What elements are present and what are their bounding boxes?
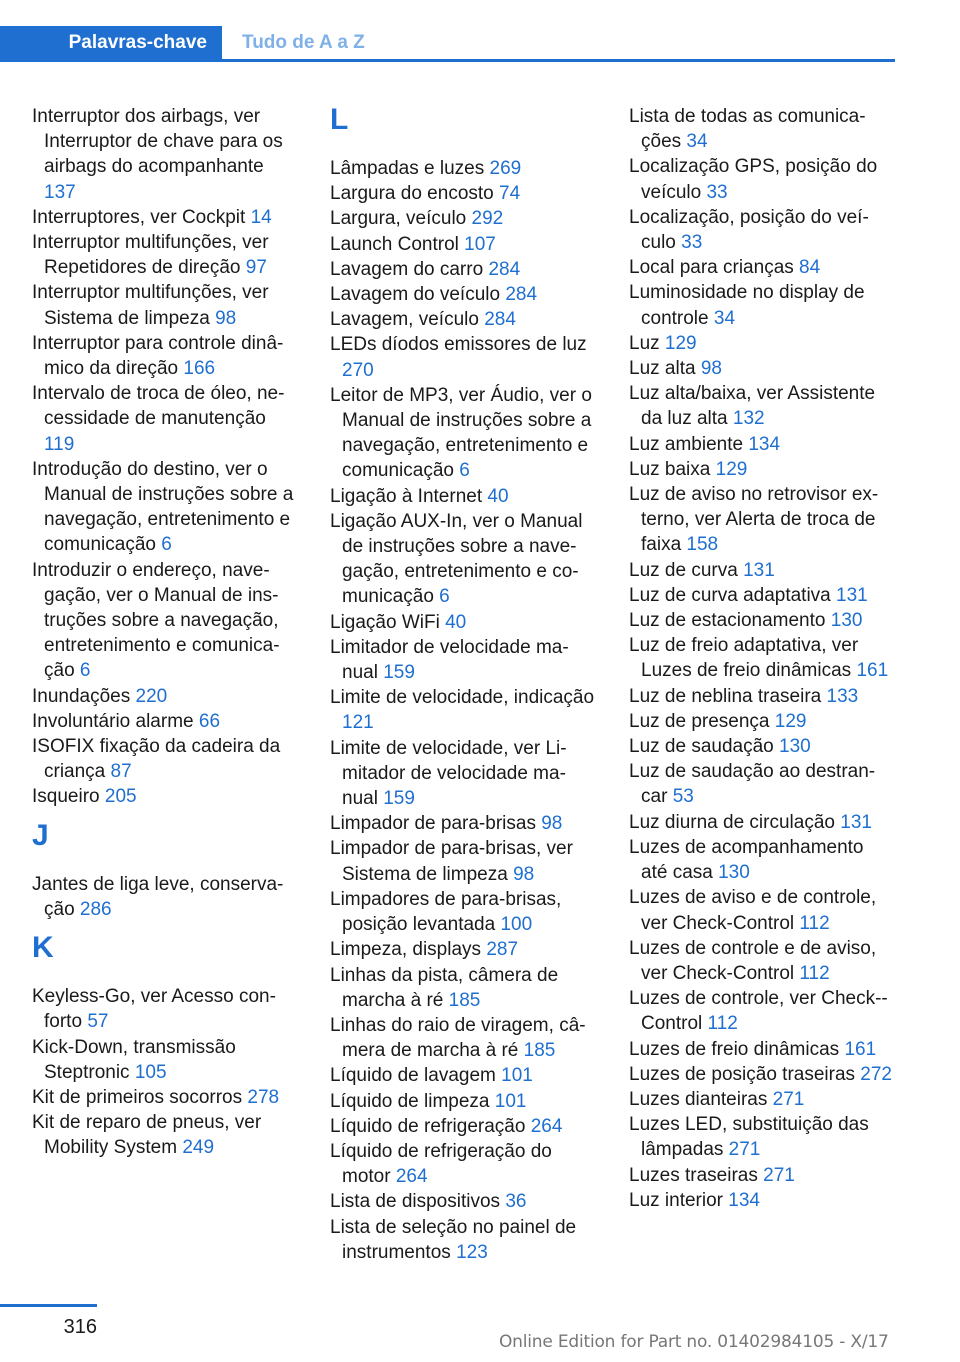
index-entry [330, 156, 595, 181]
entry-text: Largura do encosto [330, 183, 494, 205]
page-link[interactable]: 205 [104, 786, 137, 808]
index-entry [629, 1087, 894, 1112]
entry-text: Introdução do destino, ver o Manual de instruções sobre a navegação, entretenimento e comunicação [32, 458, 294, 556]
index-entry [629, 280, 894, 330]
entry-text: Luz alta/baixa, ver Assistente da luz alta [629, 383, 876, 430]
index-entry [629, 154, 894, 204]
page-link[interactable]: 264 [530, 1115, 563, 1137]
entry-text: Limite de velocidade, indicação [330, 687, 595, 709]
index-entry [32, 331, 297, 381]
entry-text: Lavagem do carro [330, 258, 484, 280]
entry-text: Luminosidade no display de controle [629, 282, 865, 329]
page-link[interactable]: 129 [715, 458, 748, 480]
page-link[interactable]: 131 [836, 584, 868, 606]
entry-text: Jantes de liga leve, conservação [32, 873, 284, 920]
page-link[interactable]: 98 [513, 863, 535, 885]
entry-text: Luz de presença [629, 710, 770, 732]
entry-text: Interruptor para controle dinâmico da direção [32, 332, 284, 380]
index-entry [629, 482, 894, 558]
index-entry [330, 811, 595, 836]
page-link[interactable]: 166 [183, 358, 216, 380]
index-entry [330, 610, 595, 635]
index-entry [32, 280, 297, 330]
entry-text: Ligação à Internet [330, 485, 483, 507]
entry-text: Limitador de velocidade manual [330, 636, 569, 684]
page-link[interactable]: 98 [700, 358, 722, 380]
entry-text: Lavagem, veículo [330, 309, 479, 331]
index-entry [32, 1110, 297, 1160]
page-link[interactable]: 6 [161, 534, 172, 556]
index-entry [629, 684, 894, 709]
entry-text: Ligação AUX-In, ver o Manual de instruções sobre a navegação, entretenimento e comunicação [330, 510, 583, 608]
index-entry [629, 583, 894, 608]
page-link[interactable]: 36 [505, 1191, 527, 1213]
index-entry [330, 383, 595, 484]
index-entry [629, 255, 894, 280]
entry-text: Luz de freio adaptativa, ver Luzes de freio dinâmicas [629, 635, 859, 682]
index-entry [629, 936, 894, 986]
page-link[interactable]: 74 [499, 183, 521, 205]
page-link[interactable]: 158 [686, 534, 719, 556]
page-link[interactable]: 271 [772, 1088, 805, 1110]
entry-text: Luzes de controle e de aviso, ver Check-Control [629, 937, 877, 984]
entry-text: Luz interior [629, 1189, 723, 1211]
index-entry [330, 887, 595, 937]
page-link[interactable]: 66 [198, 710, 221, 732]
page-link[interactable]: 57 [87, 1011, 109, 1033]
tab-keywords[interactable]: Palavras-chave [0, 26, 222, 62]
entry-text: Luzes LED, substituição das lâmpadas [629, 1114, 869, 1161]
index-entry [629, 633, 894, 683]
entry-text: Intervalo de troca de óleo, necessidade de manutenção [32, 383, 285, 430]
page-link[interactable]: 161 [844, 1038, 877, 1060]
index-entry [629, 432, 894, 457]
index-entry [330, 635, 595, 685]
entry-text: Localização GPS, posição do veículo [629, 156, 878, 203]
entry-text: Limpador de para-brisas [330, 813, 536, 835]
entry-text: Luz baixa [629, 458, 711, 480]
page-link[interactable]: 185 [523, 1040, 556, 1062]
page-link[interactable]: 137 [44, 181, 76, 203]
index-entry [330, 1189, 595, 1214]
entry-text: Líquido de refrigeração do motor [330, 1140, 552, 1188]
page-link[interactable]: 286 [79, 898, 112, 920]
index-entry [629, 759, 894, 809]
entry-text: Limite de velocidade, ver Limitador de velocidade manual [330, 737, 567, 810]
index-entry [330, 937, 595, 962]
index-entry [629, 734, 894, 759]
index-entry [629, 810, 894, 835]
page-link[interactable]: 271 [728, 1139, 761, 1161]
index-entry [629, 986, 894, 1036]
entry-text: Líquido de refrigeração [330, 1115, 526, 1137]
page-link[interactable]: 98 [541, 813, 563, 835]
entry-text: Kit de primeiros socorros [32, 1086, 243, 1108]
index-entry [629, 1112, 894, 1162]
section-letter: J [32, 818, 49, 852]
entry-text: Linhas da pista, câmera de marcha à ré [330, 964, 559, 1011]
page-link[interactable]: 97 [245, 257, 267, 279]
entry-text: Launch Control [330, 233, 459, 255]
entry-text: Linhas do raio de viragem, câmera de marcha à ré [330, 1014, 586, 1062]
entry-text: Lâmpadas e luzes [330, 158, 485, 179]
entry-text: Limpeza, displays [330, 939, 482, 961]
index-column-1 [32, 104, 297, 1161]
entry-text: Luz [629, 332, 660, 354]
entry-text: Luz ambiente [629, 433, 744, 455]
page-link[interactable]: 40 [487, 485, 509, 507]
index-entry [330, 232, 595, 257]
page-link[interactable]: 123 [456, 1241, 488, 1263]
index-column-2 [330, 104, 595, 1265]
entry-text: Luzes de acompanhamento até casa [629, 836, 864, 884]
page-link[interactable]: 112 [799, 912, 830, 934]
page-link[interactable]: 287 [486, 939, 519, 961]
entry-text: Luz de estacionamento [629, 610, 826, 632]
section-letter: L [330, 103, 349, 136]
index-entry [330, 307, 595, 332]
entry-text: Luzes de aviso e de controle, ver Check-Control [629, 887, 877, 934]
page-link[interactable]: 249 [182, 1137, 215, 1159]
header-tabs [0, 26, 895, 62]
page-link[interactable]: 6 [459, 460, 470, 482]
page-link[interactable]: 101 [494, 1090, 527, 1112]
index-entry [629, 835, 894, 885]
entry-text: Ligação WiFi [330, 611, 440, 633]
index-entry [32, 872, 297, 922]
entry-text: LEDs díodos emissores de luz [330, 334, 587, 356]
page-link[interactable]: 119 [44, 433, 75, 455]
index-entry [330, 1013, 595, 1063]
page-link[interactable]: 134 [728, 1189, 760, 1211]
page-link[interactable]: 87 [110, 761, 132, 783]
index-entry [330, 1089, 595, 1114]
page-link[interactable]: 134 [748, 433, 781, 455]
page-link[interactable]: 53 [672, 786, 694, 808]
index-entry [629, 1062, 894, 1087]
page-link[interactable]: 159 [383, 662, 415, 684]
index-entry [629, 457, 894, 482]
entry-text: Luz de curva [629, 559, 738, 581]
index-entry [32, 1085, 297, 1110]
page-link[interactable]: 129 [664, 332, 697, 354]
index-entry [330, 1139, 595, 1189]
entry-text: Luzes traseiras [629, 1164, 758, 1186]
page-link[interactable]: 40 [445, 611, 467, 633]
entry-text: Local para crianças [629, 257, 794, 279]
entry-text: Lista de todas as comunicações [629, 106, 866, 153]
index-entry [32, 984, 297, 1034]
page-link[interactable]: 264 [395, 1166, 428, 1188]
page-link[interactable]: 159 [383, 788, 415, 810]
entry-text: Interruptor dos airbags, ver Interruptor de chave para os airbags do acompanhante [32, 106, 283, 178]
header-rule [0, 59, 895, 62]
page-link[interactable]: 270 [342, 359, 374, 381]
entry-text: Lista de dispositivos [330, 1191, 501, 1213]
index-entry [32, 457, 297, 558]
entry-text: Interruptores, ver Cockpit [32, 206, 246, 228]
entry-text: Introduzir o endereço, navegação, ver o Manual de instruções sobre a navegação, entretenimento e comunicação [32, 559, 280, 682]
entry-text: Isqueiro [32, 786, 100, 808]
page-link[interactable]: 284 [484, 309, 516, 331]
index-entry [330, 1063, 595, 1088]
entry-text: Leitor de MP3, ver Áudio, ver o Manual de instruções sobre a navegação, entretenimento e comunicação [330, 384, 592, 482]
page-link[interactable]: 129 [774, 710, 807, 732]
page-link[interactable]: 121 [342, 712, 374, 734]
page-link[interactable]: 34 [713, 307, 736, 329]
index-entry [629, 1163, 894, 1188]
index-entry [330, 282, 595, 307]
page-link[interactable]: 133 [826, 685, 859, 707]
page-link[interactable]: 98 [215, 307, 237, 329]
index-entry [32, 558, 297, 684]
page-link[interactable]: 130 [830, 610, 863, 632]
entry-text: Luzes de controle, ver Check-Control [629, 988, 888, 1035]
page-link[interactable]: 269 [489, 158, 522, 179]
entry-text: ISOFIX fixação da cadeira da criança [32, 736, 281, 783]
entry-text: Keyless-Go, ver Acesso conforto [32, 986, 276, 1033]
index-entry [629, 381, 894, 431]
index-entry [330, 181, 595, 206]
page-link[interactable]: 33 [706, 181, 728, 203]
edition-footer: Online Edition for Part no. 01402984105 - X/17 [499, 1332, 889, 1352]
page-link[interactable]: 130 [718, 862, 750, 884]
index-entry [629, 885, 894, 935]
index-entry [330, 685, 595, 735]
index-entry [629, 608, 894, 633]
entry-text: Lista de seleção no painel de instrumentos [330, 1216, 577, 1263]
footer-rule [0, 1304, 97, 1307]
entry-text: Kick-Down, transmissão Steptronic [32, 1036, 236, 1083]
page-link[interactable]: 272 [860, 1063, 892, 1085]
entry-text: Luz de saudação [629, 736, 774, 758]
entry-text: Luz de aviso no retrovisor externo, ver Alerta de troca de faixa [629, 484, 879, 556]
index-entry [32, 381, 297, 457]
index-entry [629, 709, 894, 734]
entry-text: Luz de curva adaptativa [629, 584, 831, 606]
index-entry [32, 1035, 297, 1085]
entry-text: Limpadores de para-brisas, posição levantada [330, 888, 562, 936]
index-entry [330, 206, 595, 231]
page-link[interactable]: 130 [779, 736, 811, 758]
page-link[interactable]: 131 [743, 559, 775, 581]
entry-text: Limpador de para-brisas, ver Sistema de limpeza [330, 838, 573, 885]
entry-text: Luzes de posição traseiras [629, 1063, 856, 1085]
page-link[interactable]: 292 [471, 208, 504, 230]
index-entry [330, 332, 595, 382]
entry-text: Luzes dianteiras [629, 1088, 768, 1110]
page-link[interactable]: 112 [799, 962, 830, 984]
entry-text: Luz diurna de circulação [629, 811, 835, 833]
page-link[interactable]: 100 [500, 914, 533, 936]
page-link[interactable]: 220 [135, 685, 168, 707]
index-entry [330, 484, 595, 509]
index-entry [32, 784, 297, 809]
page-link[interactable]: 105 [134, 1061, 167, 1083]
index-entry [629, 104, 894, 154]
index-entry [330, 1215, 595, 1265]
page-link[interactable]: 84 [799, 257, 821, 279]
page-number: 316 [63, 1316, 97, 1338]
index-column-3 [629, 104, 894, 1213]
entry-text: Largura, veículo [330, 208, 467, 230]
page-link[interactable]: 6 [439, 586, 450, 608]
page-link[interactable]: 161 [856, 660, 889, 682]
index-entry [629, 205, 894, 255]
page-link[interactable]: 185 [448, 989, 481, 1011]
page-link[interactable]: 278 [247, 1086, 280, 1108]
entry-text: Luz de neblina traseira [629, 685, 822, 707]
page-link[interactable]: 284 [505, 284, 538, 306]
entry-text: Interruptor multifunções, ver Repetidores de direção [32, 232, 269, 279]
entry-text: Líquido de limpeza [330, 1090, 490, 1112]
index-entry [32, 684, 297, 709]
index-entry [629, 356, 894, 381]
index-entry [330, 1114, 595, 1139]
page-link[interactable]: 14 [250, 206, 272, 228]
entry-text: Luz de saudação ao destrancar [629, 761, 876, 808]
index-entry [629, 1188, 894, 1213]
entry-text: Involuntário alarme [32, 710, 194, 732]
entry-text: Lavagem do veículo [330, 284, 501, 306]
page-link[interactable]: 101 [501, 1065, 533, 1087]
index-entry [32, 709, 297, 734]
tab-a-to-z[interactable]: Tudo de A a Z [242, 32, 365, 53]
index-entry [32, 205, 297, 230]
page-link[interactable]: 284 [488, 258, 521, 280]
entry-text: Luz alta [629, 358, 696, 380]
index-entry [629, 558, 894, 583]
page-link[interactable]: 107 [464, 233, 496, 255]
page-link[interactable]: 131 [840, 811, 872, 833]
index-entry [629, 1037, 894, 1062]
index-entry [32, 104, 297, 205]
section-letter: K [32, 931, 54, 965]
index-entry [330, 836, 595, 886]
entry-text: Interruptor multifunções, ver Sistema de limpeza [32, 282, 269, 329]
index-entry [330, 509, 595, 610]
entry-text: Inundações [32, 685, 131, 707]
entry-text: Kit de reparo de pneus, ver Mobility System [32, 1112, 262, 1159]
entry-text: Líquido de lavagem [330, 1065, 496, 1087]
index-entry [32, 734, 297, 784]
page-link[interactable]: 112 [707, 1013, 738, 1035]
page-link[interactable]: 132 [732, 408, 765, 430]
index-entry [629, 331, 894, 356]
index-entry [330, 736, 595, 812]
index-entry [32, 230, 297, 280]
index-entry [330, 963, 595, 1013]
entry-text: Luzes de freio dinâmicas [629, 1038, 840, 1060]
page-link[interactable]: 6 [79, 660, 91, 682]
page-link[interactable]: 34 [686, 131, 708, 153]
entry-text: Localização, posição do veículo [629, 206, 869, 254]
page-link[interactable]: 271 [763, 1164, 795, 1186]
index-entry [330, 257, 595, 282]
page-link[interactable]: 33 [681, 232, 703, 254]
